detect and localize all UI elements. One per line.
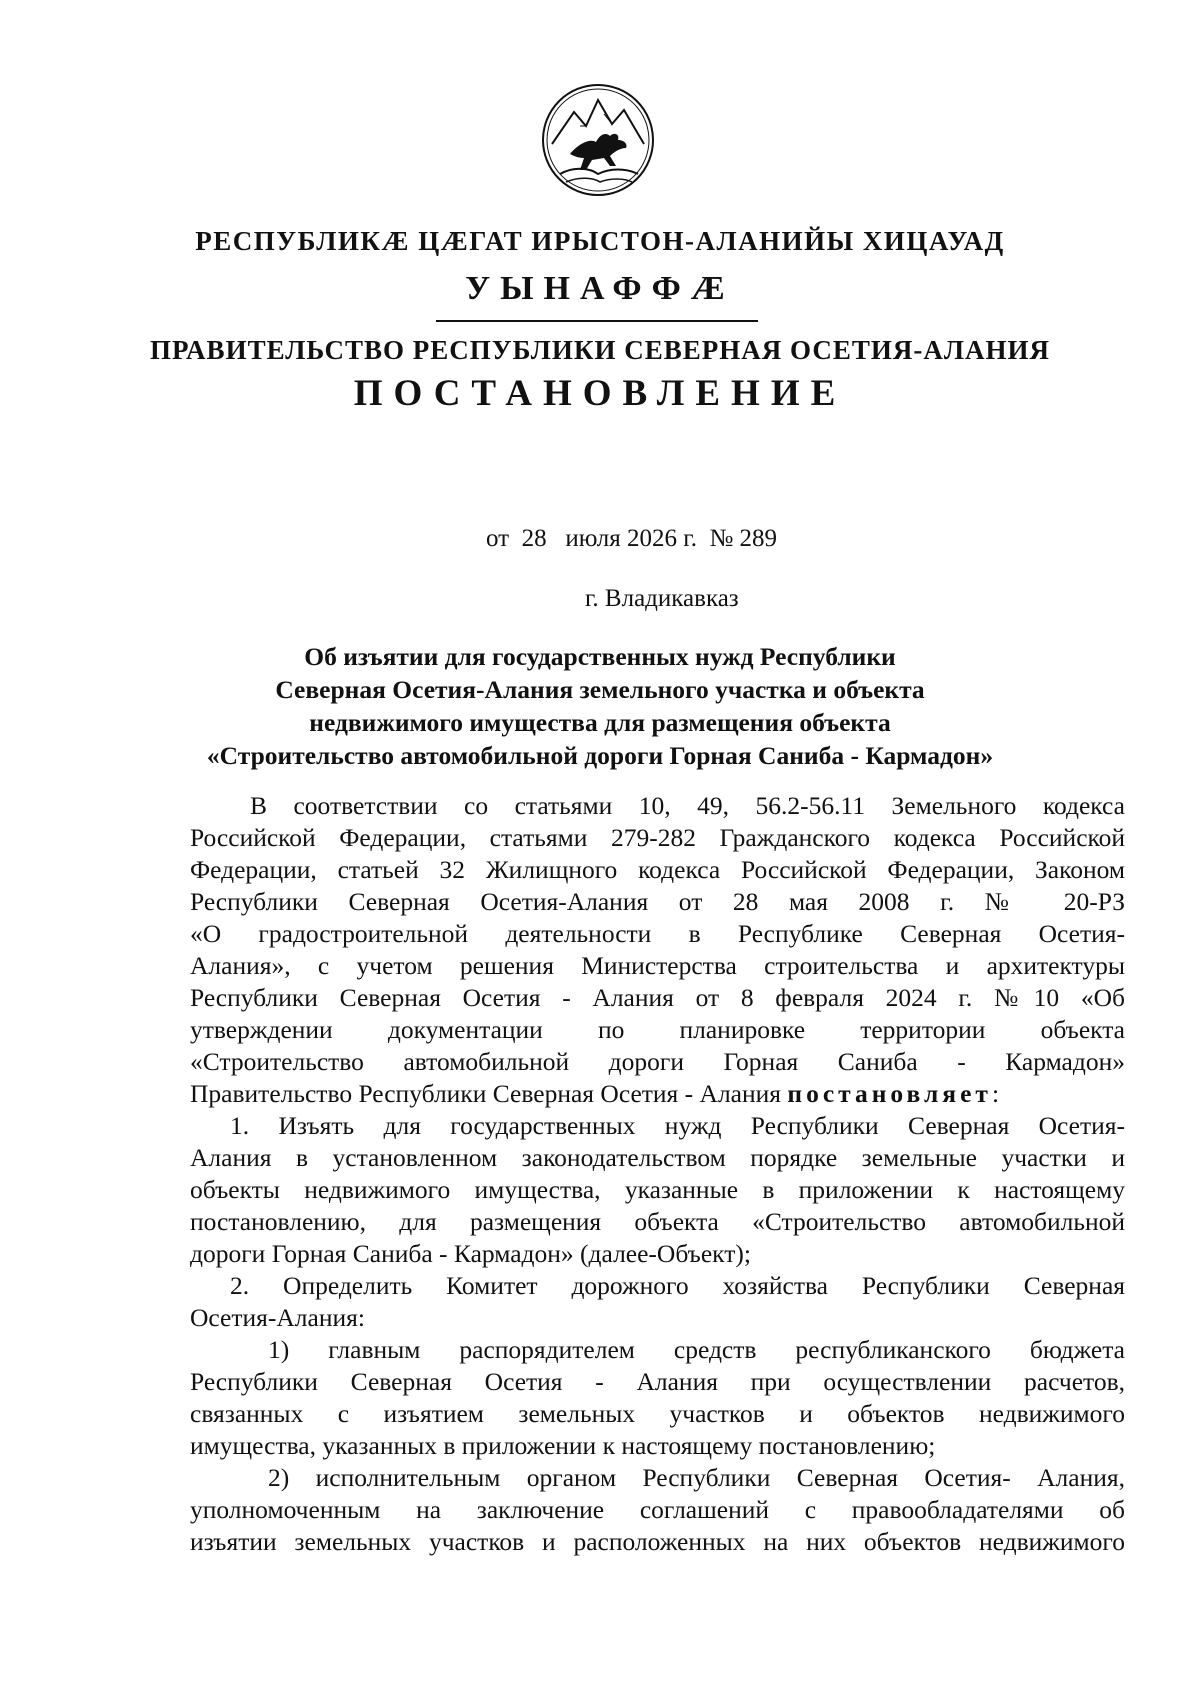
text-line bbox=[190, 1078, 1125, 1110]
text-line: объекты недвижимого имущества, указанные в приложении к настоящему bbox=[190, 1175, 1125, 1204]
preamble-paragraph bbox=[190, 790, 1125, 1110]
text-line: 1. Изъять для государственных нужд Республики Северная Осетия- bbox=[230, 1111, 1125, 1140]
preamble-last-text: Правительство Республики Северная Осетия - Алания bbox=[190, 1079, 788, 1108]
document-title bbox=[0, 640, 1200, 772]
decree-word: постановляет bbox=[787, 1079, 992, 1108]
item-1-paragraph bbox=[190, 1110, 1125, 1270]
text-line: 2) исполнительным органом Республики Северная Осетия- Алания, bbox=[268, 1463, 1125, 1492]
text-line: дороги Горная Саниба - Кармадон» (далее-Объект); bbox=[190, 1239, 751, 1268]
text-line: 2. Определить Комитет дорожного хозяйства Республики Северная bbox=[230, 1271, 1125, 1300]
text-line: В соответствии со статьями 10, 49, 56.2-56.11 Земельного кодекса bbox=[250, 791, 1125, 820]
text-line: изъятии земельных участков и расположенных на них объектов недвижимого bbox=[190, 1527, 1125, 1556]
text-line: уполномоченным на заключение соглашений с правообладателями об bbox=[190, 1495, 1125, 1524]
text-line: Российской Федерации, статьями 279-282 Гражданского кодекса Российской bbox=[190, 823, 1125, 852]
government-heading: ПРАВИТЕЛЬСТВО РЕСПУБЛИКИ СЕВЕРНАЯ ОСЕТИЯ-АЛАНИЯ bbox=[150, 335, 1050, 365]
text-line: Республики Северная Осетия-Алания от 28 мая 2008 г. № 20-РЗ bbox=[190, 887, 1125, 916]
text-line: Алания», с учетом решения Министерства строительства и архитектуры bbox=[190, 951, 1125, 980]
text-line: «Строительство автомобильной дороги Горная Саниба - Кармадон» bbox=[190, 1047, 1125, 1076]
text-line: Республики Северная Осетия - Алания при осуществлении расчетов, bbox=[190, 1367, 1125, 1396]
city: г. Владикавказ bbox=[585, 585, 739, 612]
title-line: «Строительство автомобильной дороги Горная Саниба - Кармадон» bbox=[206, 741, 994, 770]
item-2-1-paragraph bbox=[190, 1334, 1125, 1462]
header-divider bbox=[436, 320, 758, 322]
text-line: Федерации, статьей 32 Жилищного кодекса Российской Федерации, Законом bbox=[190, 855, 1125, 884]
text-line: «О градостроительной деятельности в Республике Северная Осетия- bbox=[190, 919, 1125, 948]
title-line: Северная Осетия-Алания земельного участка и объекта bbox=[275, 675, 925, 704]
date-and-number: от 28 июля 2026 г. № 289 bbox=[486, 525, 778, 552]
text-line: Республики Северная Осетия - Алания от 8 февраля 2024 г. №10 «Об bbox=[190, 983, 1125, 1012]
document-body bbox=[190, 790, 1125, 1558]
item-2-2-paragraph bbox=[190, 1462, 1125, 1558]
text-line: 1) главным распорядителем средств республиканского бюджета bbox=[268, 1335, 1125, 1364]
ossetian-government-heading: РЕСПУБЛИКÆ ЦÆГАТ ИРЫСТОН-АЛАНИЙЫ ХИЦАУАД bbox=[195, 226, 1005, 256]
decree-colon: : bbox=[991, 1079, 1000, 1108]
coat-of-arms-emblem bbox=[540, 82, 656, 198]
title-line: Об изъятии для государственных нужд Республики bbox=[304, 642, 896, 671]
item-2-paragraph bbox=[190, 1270, 1125, 1334]
text-line: постановлению, для размещения объекта «Строительство автомобильной bbox=[190, 1207, 1125, 1236]
text-line: Осетия-Алания: bbox=[190, 1303, 365, 1332]
ossetian-resolution-heading: УЫНАФФÆ bbox=[465, 270, 735, 307]
text-line: связанных с изъятием земельных участков и объектов недвижимого bbox=[190, 1399, 1125, 1428]
text-line: утверждении документации по планировке территории объекта bbox=[190, 1015, 1125, 1044]
resolution-heading: ПОСТАНОВЛЕНИЕ bbox=[353, 373, 847, 414]
title-line: недвижимого имущества для размещения объекта bbox=[309, 708, 891, 737]
text-line: имущества, указанных в приложении к настоящему постановлению; bbox=[190, 1431, 936, 1460]
text-line: Алания в установленном законодательством порядке земельные участки и bbox=[190, 1143, 1125, 1172]
